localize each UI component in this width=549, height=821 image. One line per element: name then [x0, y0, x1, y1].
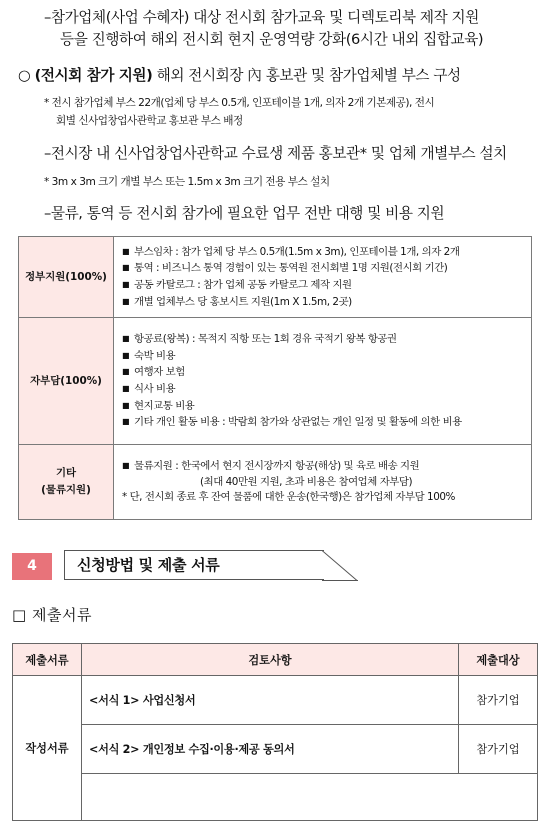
support-item: ■ 통역 : 비즈니스 통역 경험이 있는 통역원 전시회별 1명 지원(전시회 기간)	[122, 262, 448, 275]
column-header: 제출대상	[459, 644, 538, 676]
support-table	[18, 236, 532, 520]
table-row	[13, 676, 538, 725]
doc-target: 참가기업	[459, 725, 538, 774]
intro-line-1: –참가업체(사업 수혜자) 대상 전시회 참가교육 및 디렉토리북 제작 지원	[44, 9, 479, 26]
intro-line-2: 등을 진행하여 해외 전시회 현지 운영역량 강화(6시간 내외 집합교육)	[60, 31, 484, 48]
support-item: ■ 식사 비용	[122, 383, 176, 395]
support-row-other	[19, 445, 532, 520]
doc-target: 참가기업	[459, 676, 538, 725]
support-item: ■ 부스임차 : 참가 업체 당 부스 0.5개(1.5m x 3m), 인포테이블 1개, 의자 2개	[122, 245, 460, 258]
support-items	[114, 445, 532, 520]
booth-note-2: * 3m x 3m 크기 개별 부스 또는 1.5m x 3m 크기 전용 부스 설치	[44, 176, 330, 188]
support-item-cont: (최대 40만원 지원, 초과 비용은 참여업체 자부담)	[200, 475, 413, 488]
support-category: 자부담(100%)	[19, 318, 114, 445]
empty-cell	[82, 774, 459, 821]
booth-note-1a: * 전시 참가업체 부스 22개(업체 당 부스 0.5개, 인포테이블 1개, 의자 2개 기본제공), 전시	[44, 97, 435, 109]
support-category: 정부지원(100%)	[19, 237, 114, 318]
table-row-empty	[13, 774, 538, 821]
support-note: * 단, 전시회 종료 후 잔여 물품에 대한 운송(한국행)은 참가업체 자부담 100%	[122, 491, 455, 504]
section-corner-decoration	[322, 550, 358, 581]
square-bullet-icon: ■	[122, 263, 130, 273]
column-header: 검토사항	[82, 644, 459, 676]
section-number: 4	[12, 553, 52, 580]
column-header: 제출서류	[13, 644, 82, 676]
circle-bullet-icon: ○	[18, 67, 31, 84]
square-bullet-icon: ■	[122, 333, 130, 343]
table-row	[13, 725, 538, 774]
support-category	[19, 445, 114, 520]
support-row-government	[19, 237, 532, 318]
support-item: ■ 숙박 비용	[122, 349, 176, 362]
square-bullet-icon: ■	[122, 367, 130, 377]
booth-note-1b: 회별 신사업창업사관학교 홍보관 부스 배정	[56, 115, 243, 127]
submission-heading	[12, 604, 92, 625]
support-item: ■ 개별 업체부스 당 홍보시트 지원(1m X 1.5m, 2곳)	[122, 295, 352, 308]
booth-dash-2: –전시장 내 신사업창업사관학교 수료생 제품 홍보관* 및 업체 개별부스 설치	[44, 145, 507, 162]
booth-dash-3: –물류, 통역 등 전시회 참가에 필요한 업무 전반 대행 및 비용 지원	[44, 205, 445, 222]
support-item: ■ 공동 카탈로그 : 참가 업체 공동 카탈로그 제작 지원	[122, 279, 352, 291]
doc-name: <서식 2> 개인정보 수집·이용·제공 동의서	[82, 725, 459, 774]
submission-heading-text: 제출서류	[31, 606, 92, 624]
square-bullet-icon: ■	[122, 384, 130, 393]
booth-text: 해외 전시회장 內 홍보관 및 참가업체별 부스 구성	[152, 67, 461, 84]
support-category-line2: (물류지원)	[41, 484, 91, 496]
submission-table	[12, 643, 538, 821]
square-bullet-icon: ■	[122, 400, 130, 410]
square-bullet-icon: ■	[122, 350, 130, 360]
square-bullet-icon: ■	[122, 296, 130, 306]
empty-cell	[459, 774, 538, 821]
square-bullet-icon: ■	[122, 246, 130, 256]
support-category-line1: 기타	[55, 467, 77, 479]
doc-name: <서식 1> 사업신청서	[82, 676, 459, 725]
square-bullet-icon: ■	[122, 417, 130, 427]
square-bullet-icon: ■	[122, 280, 130, 289]
checkbox-square-icon: □	[12, 606, 27, 624]
support-items	[114, 237, 532, 318]
booth-item	[18, 64, 461, 85]
support-item: ■ 물류지원 : 한국에서 현지 전시장까지 항공(해상) 및 육로 배송 지원	[122, 459, 420, 472]
section-title: 신청방법 및 제출 서류	[64, 550, 324, 580]
support-row-self-pay	[19, 318, 532, 445]
support-item: ■ 현지교통 비용	[122, 399, 195, 412]
group-cell: 작성서류	[13, 676, 82, 821]
support-item: ■ 항공료(왕복) : 목적지 직항 또는 1회 경유 국적기 왕복 항공권	[122, 332, 397, 345]
square-bullet-icon: ■	[122, 460, 130, 470]
support-item: ■ 여행자 보험	[122, 366, 185, 379]
support-items	[114, 318, 532, 445]
booth-title: (전시회 참가 지원)	[34, 67, 153, 84]
table-header-row	[13, 644, 538, 676]
support-item: ■ 기타 개인 활동 비용 : 박람회 참가와 상관없는 개인 일정 및 활동에 의한 비용	[122, 416, 462, 429]
